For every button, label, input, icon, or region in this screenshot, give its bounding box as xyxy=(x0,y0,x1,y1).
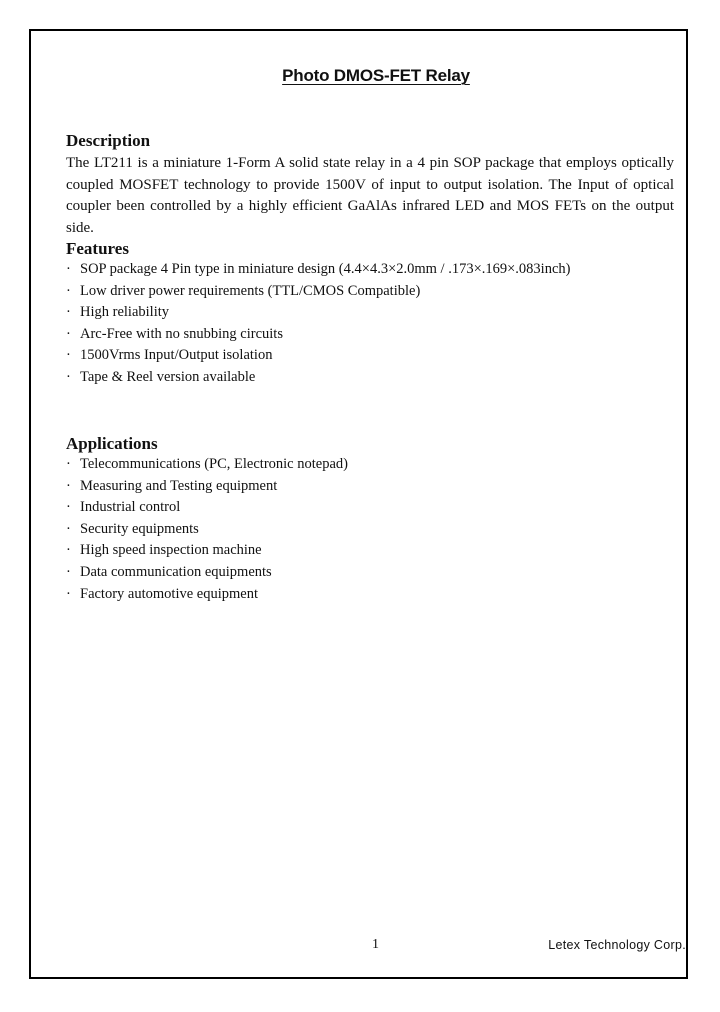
list-item xyxy=(66,302,570,324)
list-item xyxy=(66,281,570,303)
bullet-icon: · xyxy=(66,261,71,277)
bullet-icon: · xyxy=(66,325,71,342)
bullet-icon: · xyxy=(66,499,71,516)
applications-list xyxy=(66,454,348,605)
list-item xyxy=(66,497,348,519)
feature-text: Tape & Reel version available xyxy=(80,368,256,385)
document-title: Photo DMOS-FET Relay xyxy=(282,66,470,85)
application-text: High speed inspection machine xyxy=(80,542,262,559)
list-item xyxy=(66,476,348,498)
list-item xyxy=(66,519,348,541)
features-heading: Features xyxy=(66,239,129,258)
list-item xyxy=(66,324,570,346)
bullet-icon: · xyxy=(66,304,71,321)
application-text: Measuring and Testing equipment xyxy=(80,477,278,494)
list-item xyxy=(66,540,348,562)
application-text: Telecommunications (PC, Electronic notepad) xyxy=(80,456,348,472)
bullet-icon: · xyxy=(66,542,71,559)
applications-heading: Applications xyxy=(66,434,158,453)
application-text: Data communication equipments xyxy=(80,563,272,580)
description-heading: Description xyxy=(66,131,151,150)
feature-text: SOP package 4 Pin type in miniature design (4.4×4.3×2.0mm / .173×.169×.083inch) xyxy=(80,261,571,277)
company-name: Letex Technology Corp. xyxy=(548,938,686,952)
feature-text: Low driver power requirements (TTL/CMOS Compatible) xyxy=(80,282,421,299)
bullet-icon: · xyxy=(66,520,71,537)
bullet-icon: · xyxy=(66,477,71,494)
bullet-icon: · xyxy=(66,563,71,580)
description-text: The LT211 is a miniature 1-Form A solid state relay in a 4 pin SOP package that employs optically coupled MOSFET technology to provide 1500V of input to output isolation. The Input of optical coupler been controlled by a highly efficient GaAlAs infrared LED and MOS FETs on the output side. xyxy=(66,155,674,236)
list-item xyxy=(66,345,570,367)
bullet-icon: · xyxy=(66,585,71,602)
list-item xyxy=(66,367,570,389)
bullet-icon: · xyxy=(66,347,71,364)
list-item xyxy=(66,259,570,281)
list-item xyxy=(66,454,348,476)
application-text: Industrial control xyxy=(80,499,181,516)
list-item xyxy=(66,584,348,606)
feature-text: High reliability xyxy=(80,304,169,321)
bullet-icon: · xyxy=(66,456,71,472)
list-item xyxy=(66,562,348,584)
application-text: Factory automotive equipment xyxy=(80,585,258,602)
application-text: Security equipments xyxy=(80,520,199,537)
feature-text: 1500Vrms Input/Output isolation xyxy=(80,347,273,364)
bullet-icon: · xyxy=(66,282,71,299)
bullet-icon: · xyxy=(66,368,71,385)
feature-text: Arc-Free with no snubbing circuits xyxy=(80,325,283,342)
features-list xyxy=(66,259,570,389)
page-number: 1 xyxy=(372,937,379,952)
